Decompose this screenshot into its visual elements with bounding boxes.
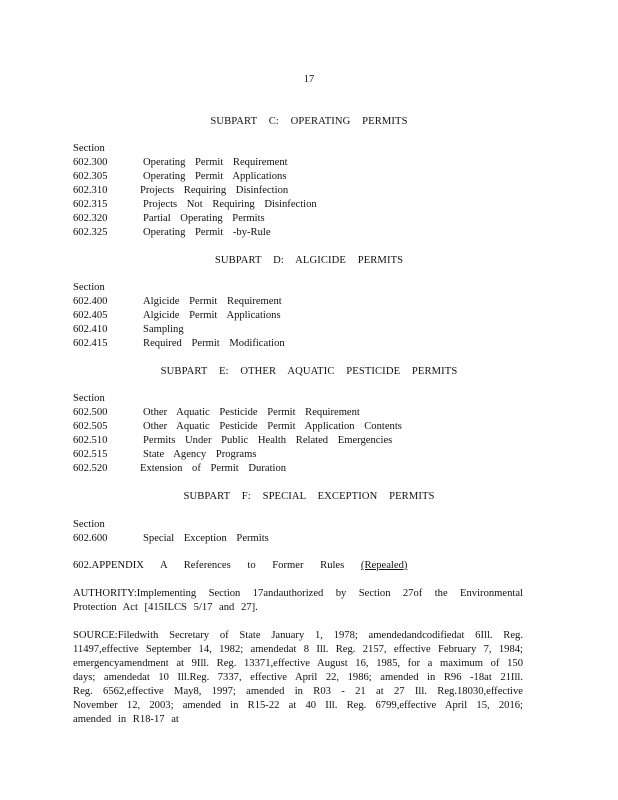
- section-title: Special Exception Permits: [143, 533, 269, 544]
- section-title: Operating Permit -by-Rule: [143, 227, 271, 238]
- section-row: [73, 156, 317, 170]
- section-number: 602.600: [73, 533, 108, 544]
- page-number: 17: [303, 74, 315, 85]
- section-row: [73, 337, 285, 351]
- section-label: Section: [73, 393, 105, 404]
- section-number: 602.320: [73, 213, 108, 224]
- section-title: State Agency Programs: [143, 449, 257, 460]
- subpart-e-section-list: [73, 392, 402, 476]
- section-number: 602.300: [73, 157, 108, 168]
- source-note: SOURCE:Filedwith Secretary of State January 1, 1978; amendedandcodifiedat 6Ill. Reg. 11497,effective September 14, 1982; amendedat 8 Ill. Reg. 2157, effective February 7, 1984; emergencyamendment at 9Ill. Reg. 13371,effective August 16, 1985, for a maximum of 150 days; amendedat 10 Ill.Reg. 7337, effective April 22, 1986; amended in R96 -18at 21Ill. Reg. 6562,effective May8, 1997; amended in R03 - 21 at 27 Ill. Reg.18030,effective November 12, 2003; amended in R15-22 at 40 Ill. Reg. 6799,effective April 15, 2016; amended in R18-17 at: [73, 630, 523, 725]
- section-number: 602.315: [73, 199, 108, 210]
- authority-note: AUTHORITY:Implementing Section 17andauthorized by Section 27of the Environmental Protection Act [415ILCS 5/17 and 27].: [73, 588, 523, 613]
- section-title: Operating Permit Requirement: [143, 157, 288, 168]
- section-row: [73, 406, 402, 420]
- section-row: [73, 184, 317, 198]
- appendix-label: 602.APPENDIX A References to Former Rules: [73, 560, 345, 571]
- section-label: Section: [73, 143, 105, 154]
- section-row: [73, 448, 402, 462]
- section-title: Other Aquatic Pesticide Permit Requirement: [143, 407, 360, 418]
- appendix-line: [73, 559, 407, 573]
- section-number: 602.405: [73, 310, 108, 321]
- section-number: 602.500: [73, 407, 108, 418]
- section-number: 602.310: [73, 185, 108, 196]
- section-row: [73, 309, 285, 323]
- section-title: Projects Not Requiring Disinfection: [143, 199, 317, 210]
- subpart-d-section-list: [73, 281, 285, 351]
- section-number: 602.510: [73, 435, 108, 446]
- section-number: 602.415: [73, 338, 108, 349]
- subpart-f-section-list: [73, 518, 269, 546]
- section-title: Other Aquatic Pesticide Permit Application Contents: [143, 421, 402, 432]
- subpart-e-heading: SUBPART E: OTHER AQUATIC PESTICIDE PERMITS: [160, 366, 458, 377]
- section-row: [73, 212, 317, 226]
- section-number: 602.305: [73, 171, 108, 182]
- section-title: Extension of Permit Duration: [140, 463, 287, 474]
- section-label: Section: [73, 519, 105, 530]
- section-number: 602.505: [73, 421, 108, 432]
- section-title: Operating Permit Applications: [143, 171, 287, 182]
- section-title: Algicide Permit Requirement: [143, 296, 282, 307]
- section-title: Permits Under Public Health Related Emergencies: [143, 435, 393, 446]
- section-number: 602.515: [73, 449, 108, 460]
- subpart-f-heading: SUBPART F: SPECIAL EXCEPTION PERMITS: [183, 491, 435, 502]
- section-title: Algicide Permit Applications: [143, 310, 281, 321]
- section-row: [73, 295, 285, 309]
- section-title: Partial Operating Permits: [143, 213, 265, 224]
- subpart-c-section-list: [73, 142, 317, 240]
- subpart-d-heading: SUBPART D: ALGICIDE PERMITS: [214, 255, 404, 266]
- section-number: 602.400: [73, 296, 108, 307]
- section-title: Projects Requiring Disinfection: [140, 185, 289, 196]
- section-row: [73, 226, 317, 240]
- section-row: [73, 532, 269, 546]
- section-row: [73, 420, 402, 434]
- section-number: 602.325: [73, 227, 108, 238]
- section-row: [73, 434, 402, 448]
- section-title: Required Permit Modification: [143, 338, 285, 349]
- section-row: [73, 198, 317, 212]
- appendix-status: (Repealed): [360, 560, 408, 571]
- section-row: [73, 170, 317, 184]
- section-number: 602.520: [73, 463, 108, 474]
- section-row: [73, 462, 402, 476]
- section-title: Sampling: [143, 324, 184, 335]
- subpart-c-heading: SUBPART C: OPERATING PERMITS: [210, 116, 408, 127]
- section-row: [73, 323, 285, 337]
- section-number: 602.410: [73, 324, 108, 335]
- section-label: Section: [73, 282, 105, 293]
